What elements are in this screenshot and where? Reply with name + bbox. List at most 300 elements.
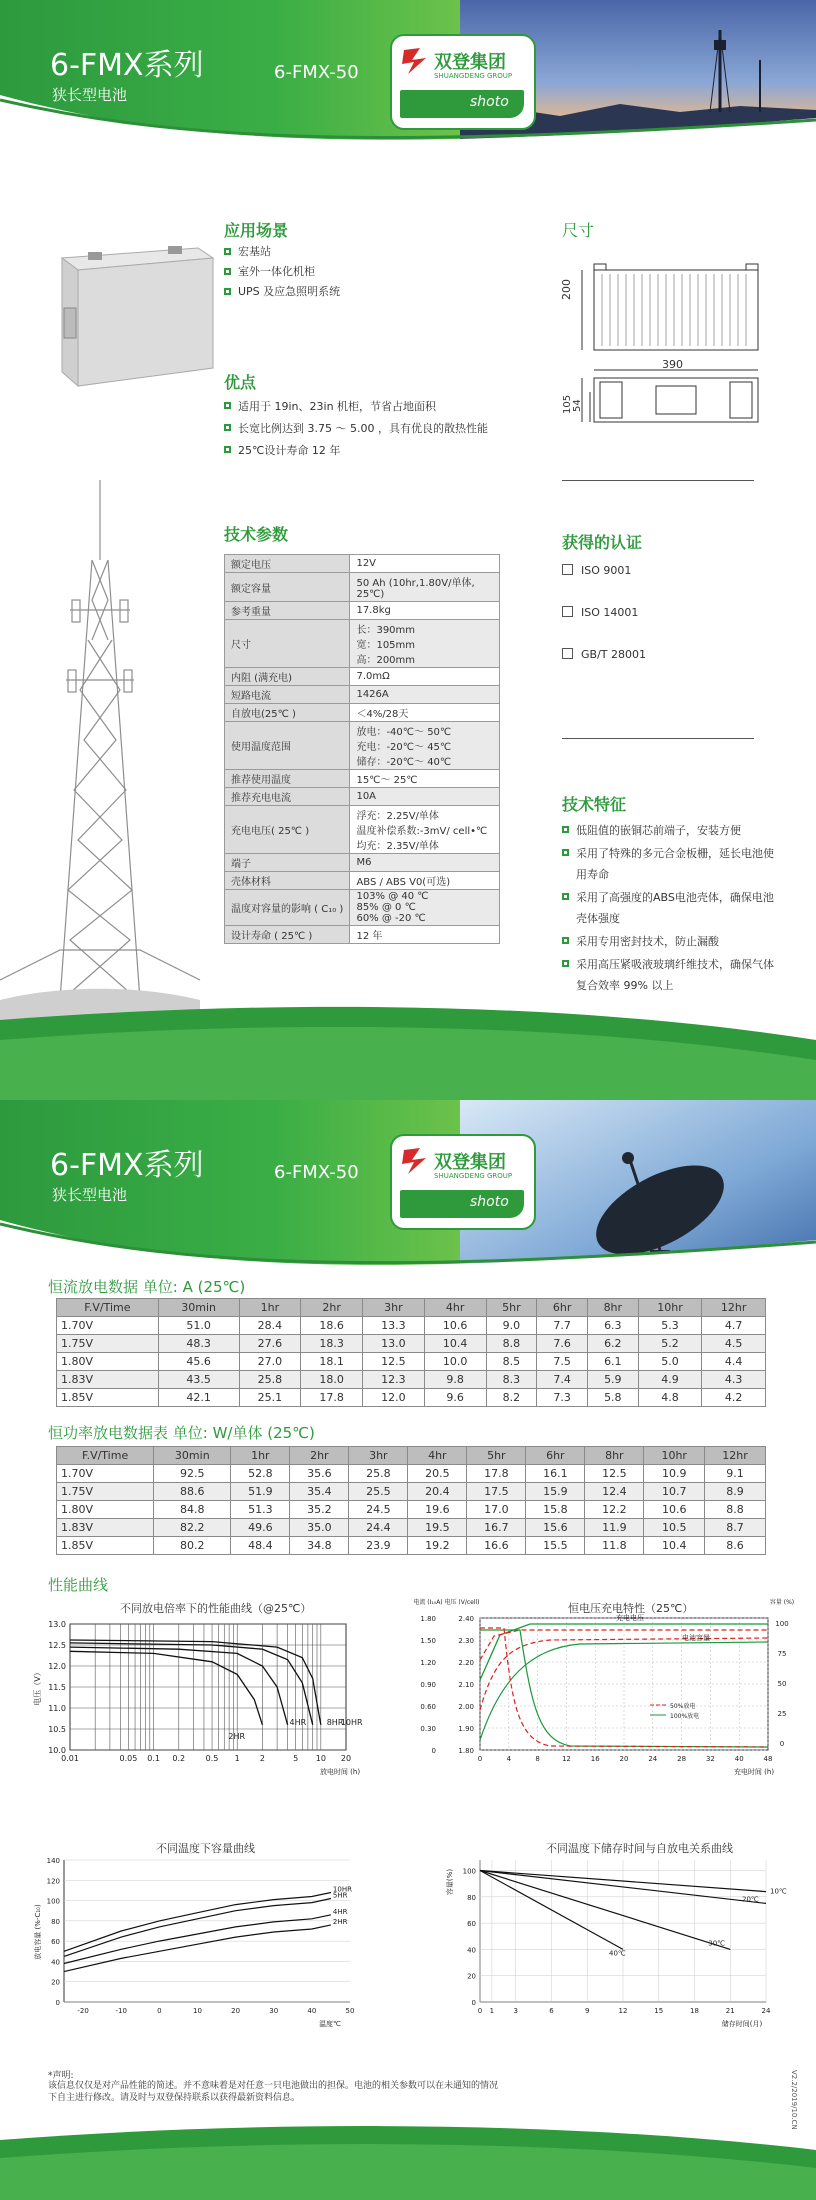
spec-key: 推荐充电电流 <box>225 788 350 806</box>
tick-label: 0.01 <box>61 1754 79 1763</box>
table-cell: 1.80V <box>57 1353 159 1371</box>
tick-label: 0.60 <box>420 1703 436 1711</box>
tick-label: 2.30 <box>458 1637 474 1645</box>
spec-value <box>350 602 500 620</box>
table-header-cell: 10hr <box>644 1447 705 1465</box>
table-header-cell: 3hr <box>349 1447 408 1465</box>
table-cell: 11.8 <box>585 1537 644 1555</box>
table-header-cell: 30min <box>158 1299 239 1317</box>
table-cell: 9.8 <box>424 1371 486 1389</box>
spec-row <box>225 854 500 872</box>
table-header-cell: 12hr <box>705 1447 766 1465</box>
tick-label: 1.80 <box>458 1747 474 1755</box>
table-header-cell: 4hr <box>408 1447 467 1465</box>
table-header-cell: 3hr <box>363 1299 425 1317</box>
tick-label: 12.0 <box>48 1662 66 1671</box>
certs-title: 获得的认证 <box>562 533 643 552</box>
axis-label: 温度℃ <box>319 2020 341 2028</box>
table-cell: 8.2 <box>486 1389 537 1407</box>
table-cell: 5.2 <box>638 1335 702 1353</box>
spec-row <box>225 602 500 620</box>
application-item: UPS 及应急照明系统 <box>224 282 524 302</box>
table-cell: 1.85V <box>57 1537 154 1555</box>
advantage-item: 适用于 19in、23in 机柜，节省占地面积 <box>224 396 524 418</box>
constant-power-table <box>56 1446 766 1555</box>
table-header-cell: F.V/Time <box>57 1447 154 1465</box>
model-number: 6-FMX-50 <box>274 62 359 83</box>
table-cell: 4.4 <box>702 1353 766 1371</box>
table-cell: 17.8 <box>301 1389 363 1407</box>
table-cell: 4.8 <box>638 1389 702 1407</box>
brand-logo <box>390 34 536 130</box>
table-cell: 18.6 <box>301 1317 363 1335</box>
spec-key: 推荐使用温度 <box>225 770 350 788</box>
tick-label: 30 <box>269 2007 279 2015</box>
table-cell: 1.83V <box>57 1371 159 1389</box>
table-cell: 5.8 <box>587 1389 638 1407</box>
spec-value-line: 17.8kg <box>356 605 391 616</box>
table-cell: 12.3 <box>363 1371 425 1389</box>
table-cell: 1.80V <box>57 1501 154 1519</box>
dimension-height: 200 <box>560 279 573 300</box>
logo-en: SHUANGDENG GROUP <box>434 1172 513 1180</box>
series-label: 2HR <box>332 1917 348 1926</box>
table-cell: 28.4 <box>239 1317 301 1335</box>
tick-label: 12 <box>618 2007 628 2015</box>
series-label: 电池容量 <box>682 1634 710 1642</box>
tick-label: 32 <box>705 1755 715 1763</box>
advantage-item: 长宽比例达到 3.75 ～ 5.00 ，具有优良的散热性能 <box>224 418 524 440</box>
advantage-item: 25℃设计寿命 12 年 <box>224 440 524 462</box>
spec-value <box>350 668 500 686</box>
table-cell: 15.5 <box>526 1537 585 1555</box>
application-item: 室外一体化机柜 <box>224 262 524 282</box>
tick-label: 10 <box>193 2007 202 2015</box>
table-row <box>57 1519 766 1537</box>
feature-item: 采用专用密封技术，防止漏酸 <box>562 931 776 952</box>
feature-item: 采用了高强度的ABS电池壳体，确保电池壳体强度 <box>562 887 776 929</box>
table-cell: 13.0 <box>363 1335 425 1353</box>
series-label: 10HR <box>340 1717 363 1727</box>
spec-value <box>350 573 500 602</box>
tick-label: 20 <box>340 1754 352 1763</box>
cert-label: GB/T 28001 <box>581 648 646 661</box>
tick-label: 0.1 <box>147 1754 160 1763</box>
table-header-cell: 1hr <box>231 1447 290 1465</box>
table-cell: 10.7 <box>644 1483 705 1501</box>
table-row <box>57 1353 766 1371</box>
spec-value-line: 60% @ -20 ℃ <box>356 913 426 924</box>
axis-label: 电流 (I₁₀A) <box>413 1599 443 1606</box>
tick-label: 20 <box>51 1978 60 1987</box>
tick-label: 40 <box>467 1946 476 1955</box>
table-header-cell: 30min <box>154 1447 231 1465</box>
series-label: 20℃ <box>742 1895 759 1904</box>
tick-label: 40 <box>734 1755 744 1763</box>
spec-value <box>350 788 500 806</box>
table-cell: 17.0 <box>467 1501 526 1519</box>
series-label: 充电电压 <box>616 1614 644 1622</box>
table-cell: 5.0 <box>638 1353 702 1371</box>
spec-row <box>225 926 500 944</box>
version-label: V2.2/2019/10.CN <box>790 2070 798 2130</box>
tick-label: 50 <box>345 2007 355 2015</box>
table-header-cell: 8hr <box>585 1447 644 1465</box>
spec-value-line: 85% @ 0 ℃ <box>356 902 416 913</box>
tick-label: 2.00 <box>458 1703 474 1711</box>
legend-label: 50%放电 <box>670 1703 696 1710</box>
spec-value-line: 103% @ 40 ℃ <box>356 891 429 902</box>
table-cell: 1.75V <box>57 1483 154 1501</box>
table-cell: 12.4 <box>585 1483 644 1501</box>
series-label: 4HR <box>332 1907 348 1916</box>
table-cell: 35.2 <box>290 1501 349 1519</box>
table-cell: 6.3 <box>587 1317 638 1335</box>
table-row <box>57 1465 766 1483</box>
checkbox-icon <box>562 648 573 659</box>
tick-label: 50 <box>777 1680 787 1688</box>
table-row <box>57 1389 766 1407</box>
spec-row <box>225 872 500 890</box>
spec-value-line: M6 <box>356 857 372 868</box>
series-subtitle: 狭长型电池 <box>52 1186 128 1204</box>
series-title: 6-FMX系列 <box>50 48 204 83</box>
tick-label: 100 <box>462 1867 476 1876</box>
table-cell: 4.7 <box>702 1317 766 1335</box>
table-row <box>57 1501 766 1519</box>
cert-label: ISO 14001 <box>581 606 639 619</box>
table-cell: 18.1 <box>301 1353 363 1371</box>
table-cell: 18.0 <box>301 1371 363 1389</box>
table1-title: 恒流放电数据 单位: A (25℃) <box>48 1278 246 1296</box>
tick-label: 1.50 <box>420 1637 436 1645</box>
table-cell: 10.9 <box>644 1465 705 1483</box>
disclaimer-title: *声明: <box>48 2071 74 2081</box>
spec-value <box>350 770 500 788</box>
spec-row <box>225 573 500 602</box>
table-cell: 8.7 <box>705 1519 766 1537</box>
table-cell: 88.6 <box>154 1483 231 1501</box>
discharge-rate-chart <box>30 1612 370 1776</box>
tick-label: 75 <box>777 1650 787 1658</box>
tick-label: 25 <box>777 1710 787 1718</box>
tick-label: 11.5 <box>48 1683 66 1692</box>
constant-current-table <box>56 1298 766 1407</box>
logo-mark-icon <box>402 1146 428 1176</box>
logo-cn: 双登集团 <box>434 52 506 73</box>
axis-label: 容量 (%) <box>769 1599 795 1606</box>
table-cell: 19.6 <box>408 1501 467 1519</box>
tick-label: 40 <box>51 1958 60 1967</box>
spec-value-line: ＜4%/28天 <box>356 709 409 720</box>
table-cell: 12.0 <box>363 1389 425 1407</box>
spec-value-line: ABS / ABS V0(可选) <box>356 877 451 888</box>
tick-label: 18 <box>690 2007 699 2015</box>
tick-label: 120 <box>46 1877 60 1886</box>
spec-key: 尺寸 <box>225 620 350 668</box>
curves-title: 性能曲线 <box>48 1576 109 1594</box>
feature-item: 低阻值的嵌铜芯前端子，安装方便 <box>562 820 776 841</box>
axis-label: 充电时间 (h) <box>733 1768 775 1776</box>
table-cell: 4.3 <box>702 1371 766 1389</box>
logo-brand: shoto <box>470 94 509 110</box>
table-cell: 23.9 <box>349 1537 408 1555</box>
spec-key: 额定电压 <box>225 555 350 573</box>
table-cell: 1.70V <box>57 1465 154 1483</box>
table-header-cell: 2hr <box>290 1447 349 1465</box>
table-cell: 25.5 <box>349 1483 408 1501</box>
table-cell: 10.0 <box>424 1353 486 1371</box>
tick-label: -20 <box>77 2007 89 2015</box>
table-cell: 17.5 <box>467 1483 526 1501</box>
spec-value <box>350 926 500 944</box>
tick-label: 21 <box>725 2007 735 2015</box>
tower-illustration <box>0 480 200 1020</box>
series-label: 5HR <box>332 1891 348 1900</box>
table-cell: 6.1 <box>587 1353 638 1371</box>
table-cell: 8.3 <box>486 1371 537 1389</box>
temperature-capacity-chart <box>30 1852 370 2032</box>
tick-label: 100 <box>46 1897 60 1906</box>
tick-label: 140 <box>46 1857 60 1865</box>
table-cell: 49.6 <box>231 1519 290 1537</box>
series-label: 2HR <box>228 1731 246 1741</box>
table-cell: 9.0 <box>486 1317 537 1335</box>
spec-value-line: 12 年 <box>356 931 383 942</box>
spec-row <box>225 704 500 722</box>
table-cell: 1.70V <box>57 1317 159 1335</box>
table-cell: 19.2 <box>408 1537 467 1555</box>
table-cell: 1.83V <box>57 1519 154 1537</box>
tick-label: 0 <box>471 1999 476 2007</box>
disclaimer-text: 该信息仅仅是对产品性能的简述。并不意味着是对任意一只电池做出的担保。电池的相关参数可以在未通知的情况下自主进行修改。请及时与双登保持联系以获得最新资料信息。 <box>48 2081 499 2103</box>
table-cell: 8.9 <box>705 1483 766 1501</box>
series-label: 8HR <box>326 1717 344 1727</box>
checkbox-icon <box>562 564 573 575</box>
table-header-cell: 4hr <box>424 1299 486 1317</box>
legend-label: 100%放电 <box>670 1713 700 1720</box>
tick-label: 9 <box>585 2007 590 2015</box>
table-cell: 48.4 <box>231 1537 290 1555</box>
tick-label: 0.5 <box>205 1754 219 1763</box>
tick-label: 20 <box>231 2007 241 2015</box>
spec-key: 内阻 (满充电) <box>225 668 350 686</box>
table-cell: 1.75V <box>57 1335 159 1353</box>
table-cell: 7.5 <box>537 1353 588 1371</box>
tick-label: 60 <box>467 1920 476 1929</box>
dimension-width-b: 54 <box>572 399 583 412</box>
logo-cn: 双登集团 <box>434 1152 506 1173</box>
table-cell: 20.4 <box>408 1483 467 1501</box>
table-cell: 48.3 <box>158 1335 239 1353</box>
table-cell: 25.8 <box>239 1371 301 1389</box>
spec-row <box>225 788 500 806</box>
table-cell: 35.6 <box>290 1465 349 1483</box>
table-header-cell: 5hr <box>486 1299 537 1317</box>
table-cell: 8.6 <box>705 1537 766 1555</box>
spec-row <box>225 555 500 573</box>
checkbox-icon <box>562 606 573 617</box>
tick-label: 1.20 <box>420 1659 436 1667</box>
spec-value <box>350 686 500 704</box>
tick-label: 2.20 <box>458 1659 474 1667</box>
series-subtitle: 狭长型电池 <box>52 86 128 104</box>
spec-key: 自放电(25℃ ) <box>225 704 350 722</box>
table-cell: 15.6 <box>526 1519 585 1537</box>
table-cell: 7.3 <box>537 1389 588 1407</box>
cert-item <box>562 648 646 661</box>
tick-label: 100 <box>775 1620 789 1628</box>
logo-mark-icon <box>402 46 428 76</box>
spec-row <box>225 686 500 704</box>
dimension-drawing <box>556 258 766 438</box>
tick-label: 10 <box>315 1754 326 1763</box>
series-line <box>70 1643 313 1725</box>
table-cell: 25.8 <box>349 1465 408 1483</box>
table-cell: 1.85V <box>57 1389 159 1407</box>
tick-label: 5 <box>293 1754 299 1763</box>
table-cell: 7.4 <box>537 1371 588 1389</box>
table-cell: 51.0 <box>158 1317 239 1335</box>
charging-chart <box>400 1590 800 1780</box>
logo-brand: shoto <box>470 1194 509 1210</box>
spec-key: 设计寿命 ( 25℃ ) <box>225 926 350 944</box>
table-cell: 25.1 <box>239 1389 301 1407</box>
table-cell: 27.0 <box>239 1353 301 1371</box>
spec-row <box>225 722 500 770</box>
application-item: 宏基站 <box>224 242 524 262</box>
spec-value-line: 50 Ah (10hr,1.80V/单体, 25℃) <box>356 578 475 600</box>
table-cell: 5.3 <box>638 1317 702 1335</box>
axis-label: 电压（V） <box>33 1668 42 1706</box>
spec-value <box>350 704 500 722</box>
specs-table <box>224 554 500 944</box>
series-label: 10℃ <box>770 1887 787 1896</box>
table-row <box>57 1371 766 1389</box>
spec-row <box>225 806 500 854</box>
tick-label: 10.5 <box>48 1725 66 1734</box>
spec-key: 温度对容量的影响 ( C₁₀ ) <box>225 890 350 926</box>
features-list <box>562 820 776 996</box>
tick-label: 16 <box>590 1755 600 1763</box>
table-cell: 16.7 <box>467 1519 526 1537</box>
tick-label: -10 <box>115 2007 127 2015</box>
tick-label: 3 <box>513 2007 518 2015</box>
table-header-cell: 12hr <box>702 1299 766 1317</box>
table-header-cell: F.V/Time <box>57 1299 159 1317</box>
chart1-title: 不同放电倍率下的性能曲线（@25℃） <box>120 1602 312 1615</box>
spec-value-line: 浮充：2.25V/单体 <box>356 811 439 822</box>
spec-value-line: 长：390mm <box>356 625 416 636</box>
tick-label: 0.30 <box>420 1725 436 1733</box>
dimension-width-a: 105 <box>562 394 573 414</box>
tick-label: 40 <box>307 2007 317 2015</box>
spec-value <box>350 722 500 770</box>
table-cell: 4.9 <box>638 1371 702 1389</box>
spec-key: 壳体材料 <box>225 872 350 890</box>
table-cell: 6.2 <box>587 1335 638 1353</box>
tick-label: 0 <box>431 1747 436 1755</box>
tick-label: 1 <box>234 1754 240 1763</box>
table-cell: 8.5 <box>486 1353 537 1371</box>
table-row <box>57 1335 766 1353</box>
specs-title: 技术参数 <box>224 525 289 544</box>
table-cell: 10.4 <box>424 1335 486 1353</box>
tick-label: 80 <box>51 1917 60 1926</box>
axis-label: 放电容量 (%-C₁₀) <box>34 1904 42 1960</box>
spec-row <box>225 890 500 926</box>
spec-value-line: 1426A <box>356 689 389 700</box>
tick-label: 24 <box>648 1755 658 1763</box>
table-header-cell: 2hr <box>301 1299 363 1317</box>
brand-logo <box>390 1134 536 1230</box>
tick-label: 2.10 <box>458 1681 474 1689</box>
spec-value-line: 充电：-20℃～ 45℃ <box>356 742 452 753</box>
table-cell: 16.6 <box>467 1537 526 1555</box>
spec-value-line: 高：200mm <box>356 655 416 666</box>
table-cell: 92.5 <box>154 1465 231 1483</box>
table-cell: 12.5 <box>585 1465 644 1483</box>
tick-label: 13.0 <box>48 1620 66 1629</box>
table-cell: 8.8 <box>705 1501 766 1519</box>
spec-row <box>225 668 500 686</box>
tick-label: 2.40 <box>458 1615 474 1623</box>
table2-title: 恒功率放电数据表 单位: W/单体 (25℃) <box>48 1424 315 1442</box>
advantages-title: 优点 <box>224 373 257 392</box>
chart4-title: 不同温度下储存时间与自放电关系曲线 <box>546 1842 733 1855</box>
table-cell: 10.6 <box>644 1501 705 1519</box>
spec-key: 短路电流 <box>225 686 350 704</box>
cert-label: ISO 9001 <box>581 564 632 577</box>
spec-value-line: 均充：2.35V/单体 <box>356 841 439 852</box>
spec-key: 参考重量 <box>225 602 350 620</box>
table-cell: 4.2 <box>702 1389 766 1407</box>
series-label: 4HR <box>289 1717 307 1727</box>
table-cell: 34.8 <box>290 1537 349 1555</box>
tick-label: 0 <box>477 1755 483 1763</box>
axis-label: 储存时间(月) <box>721 2020 763 2028</box>
page-2 <box>0 1100 816 2200</box>
feature-item: 采用高压紧吸液玻璃纤维技术，确保气体复合效率 99% 以上 <box>562 954 776 996</box>
tick-label: 1.80 <box>420 1615 436 1623</box>
tick-label: 60 <box>51 1938 60 1947</box>
table-cell: 43.5 <box>158 1371 239 1389</box>
series-label: 10HR <box>332 1885 352 1894</box>
table-cell: 12.2 <box>585 1501 644 1519</box>
self-discharge-chart <box>440 1852 787 2032</box>
advantages-list <box>224 396 524 462</box>
tick-label: 15 <box>654 2007 664 2015</box>
table-cell: 8.8 <box>486 1335 537 1353</box>
spec-key: 端子 <box>225 854 350 872</box>
tick-label: 11.0 <box>48 1704 66 1713</box>
tick-label: 48 <box>763 1755 773 1763</box>
series-line <box>64 1899 331 1957</box>
chart2-title: 恒电压充电特性（25℃） <box>568 1602 694 1615</box>
tick-label: 24 <box>761 2007 771 2015</box>
table-cell: 51.9 <box>231 1483 290 1501</box>
table-cell: 35.4 <box>290 1483 349 1501</box>
spec-value-line: 15℃～ 25℃ <box>356 775 418 786</box>
table-cell: 27.6 <box>239 1335 301 1353</box>
tick-label: 0.05 <box>119 1754 138 1763</box>
spec-key: 充电电压( 25℃ ) <box>225 806 350 854</box>
battery-product-image <box>48 238 218 388</box>
tick-label: 20 <box>467 1972 476 1981</box>
table-row <box>57 1537 766 1555</box>
table-cell: 42.1 <box>158 1389 239 1407</box>
table-cell: 24.4 <box>349 1519 408 1537</box>
